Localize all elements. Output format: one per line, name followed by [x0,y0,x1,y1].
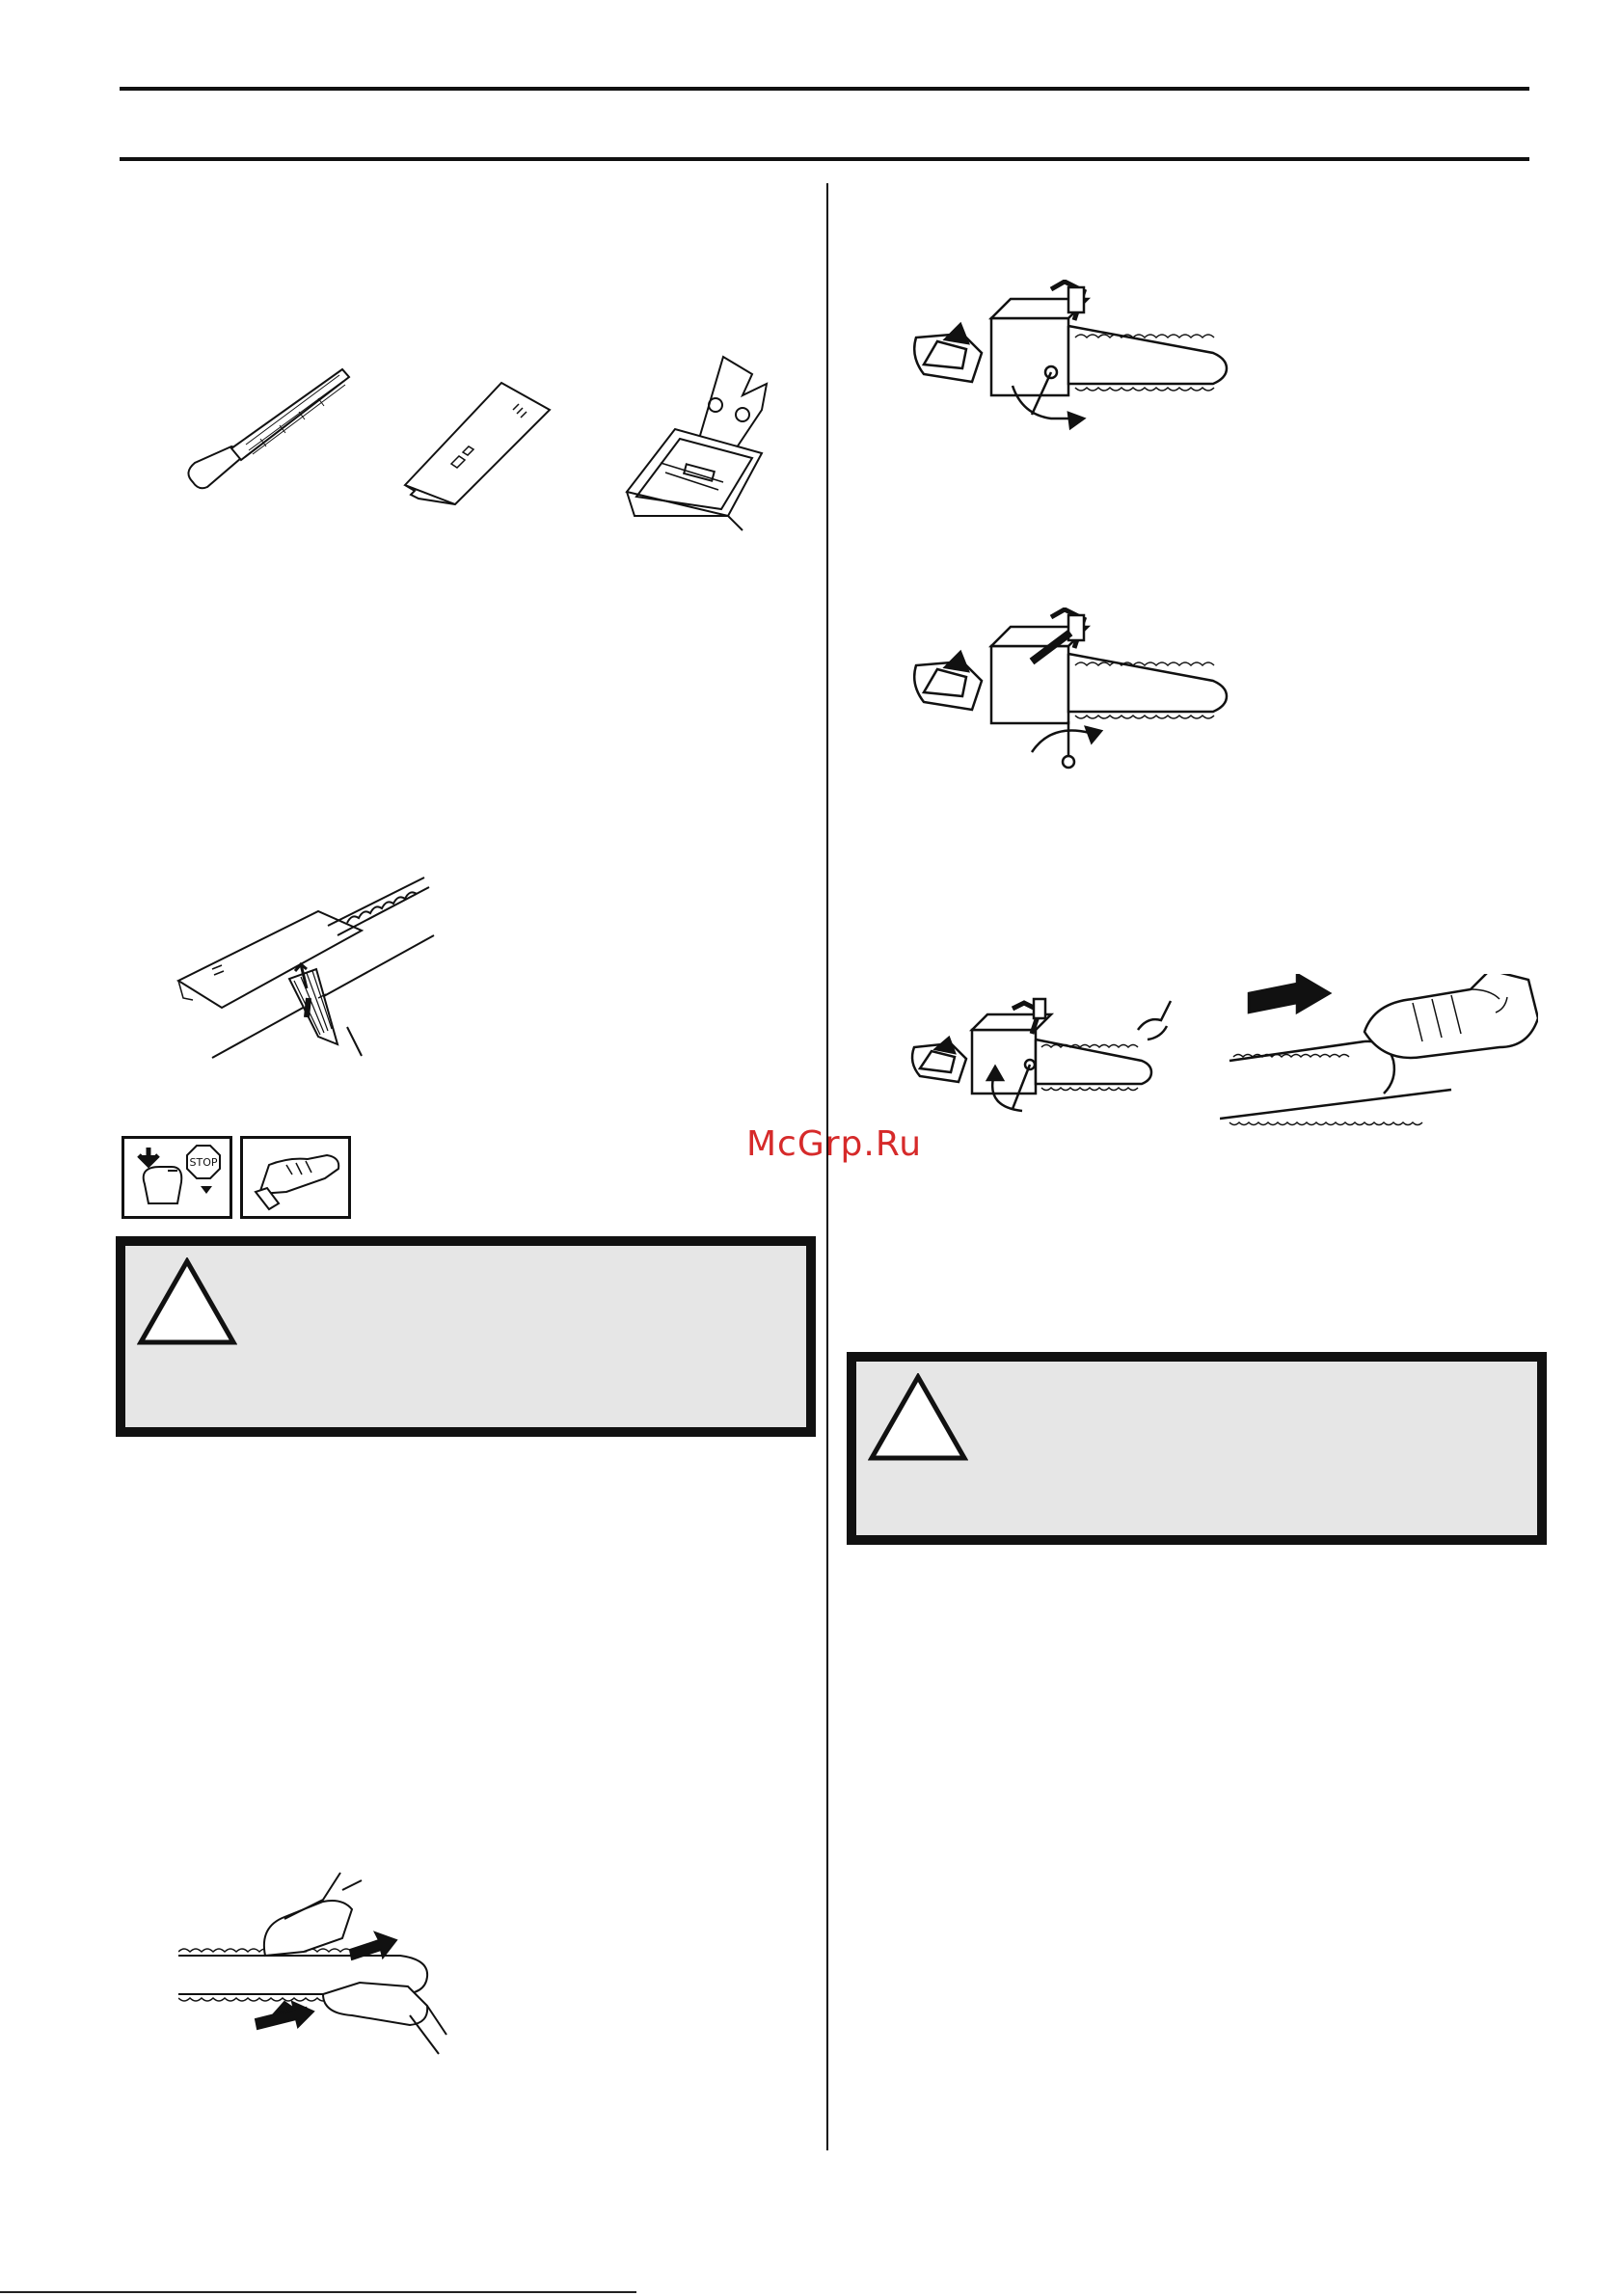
depth-gauge-on-chain-illustration [174,873,444,1066]
glove-pulling-chain-illustration [1220,974,1538,1128]
header-rule-top [120,87,1529,91]
chainsaw-chain-check-illustration [906,991,1176,1117]
watermark: McGrp.Ru [745,1124,923,1164]
chainsaw-tension-screw-illustration [906,280,1234,434]
warning-triangle-icon [868,1373,968,1462]
hands-checking-chain-illustration [178,1871,448,2064]
stop-engine-symbol [122,1136,232,1219]
chainsaw-bar-nuts-illustration [906,608,1234,771]
warning-triangle-icon [137,1257,237,1346]
stop-label: STOP [189,1156,218,1169]
warning-box-left [116,1236,816,1437]
column-divider [826,183,828,2150]
warning-box-right [847,1352,1547,1545]
file-holder-illustration [608,347,791,540]
protective-glove-symbol [240,1136,351,1219]
file-tool-illustration [174,362,357,506]
footer-rule [0,2291,636,2293]
depth-gauge-illustration [395,371,564,506]
header-rule-bottom [120,157,1529,161]
